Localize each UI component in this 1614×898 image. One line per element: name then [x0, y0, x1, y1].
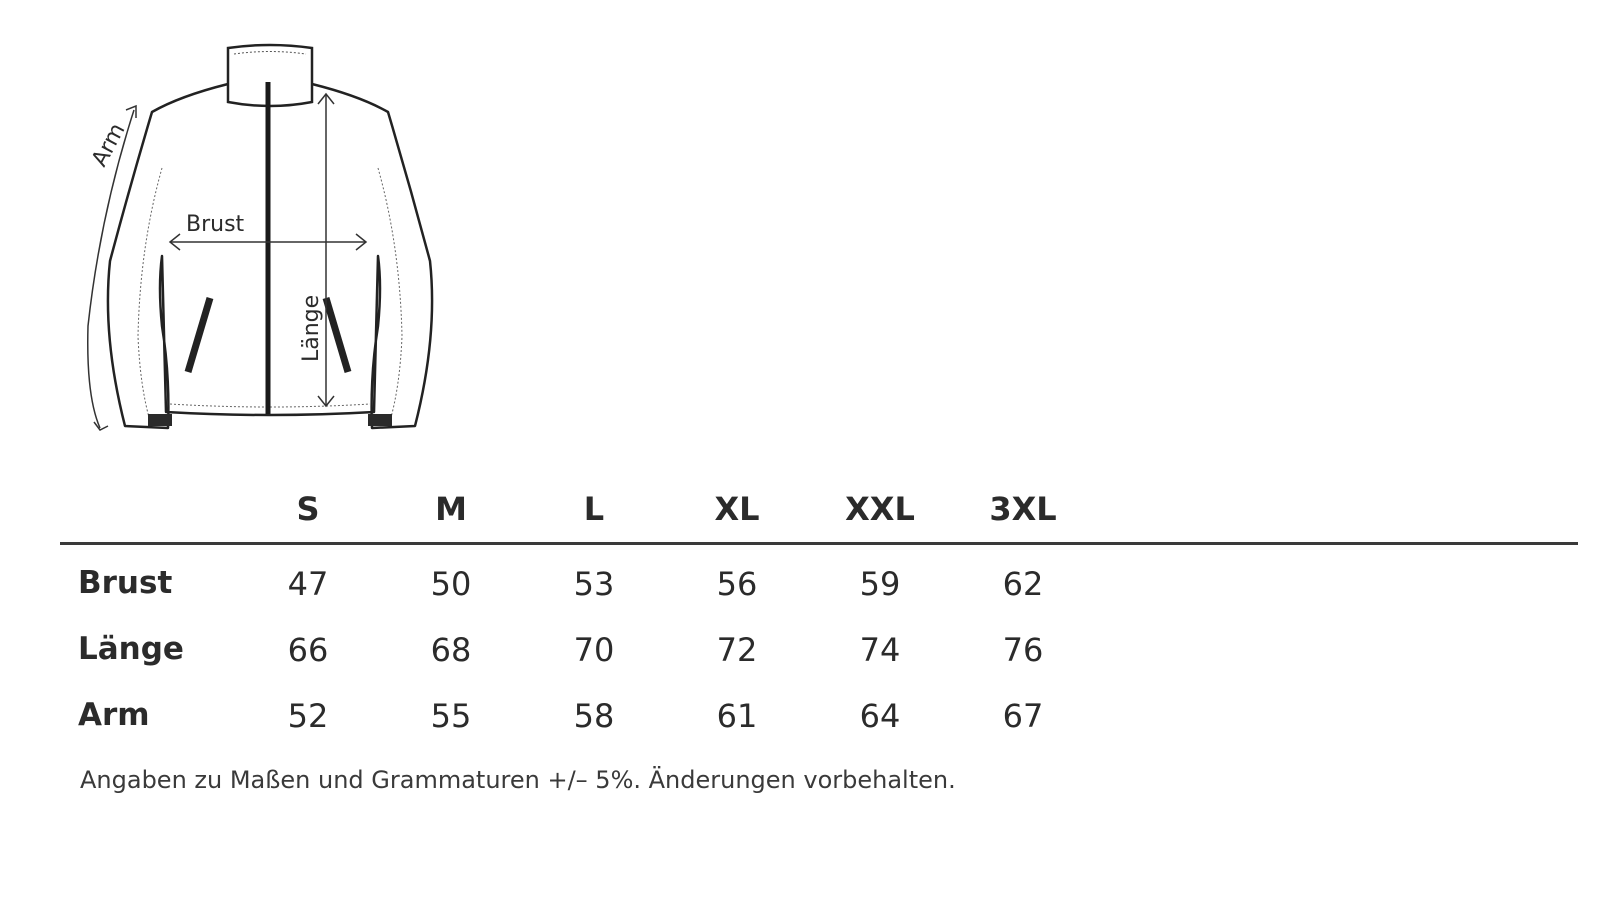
size-header-xl: XL [714, 490, 760, 528]
table-cell: 66 [287, 631, 329, 669]
row-label: Brust [78, 565, 173, 601]
table-cell: 62 [1002, 565, 1044, 603]
size-header-xxl: XXL [845, 490, 915, 528]
table-cell: 61 [716, 697, 758, 735]
length-diagram-label: Länge [299, 294, 324, 362]
table-cell: 68 [430, 631, 472, 669]
table-cell: 76 [1002, 631, 1044, 669]
jacket-illustration [70, 36, 470, 456]
table-cell: 72 [716, 631, 758, 669]
table-cell: 50 [430, 565, 472, 603]
table-cell: 64 [859, 697, 901, 735]
table-cell: 74 [859, 631, 901, 669]
size-header-l: L [583, 490, 605, 528]
jacket-measurement-diagram [70, 36, 470, 456]
row-label: Arm [78, 697, 150, 733]
size-header-s: S [296, 490, 320, 528]
size-table [60, 480, 1578, 749]
table-cell: 58 [573, 697, 615, 735]
table-row-length [60, 617, 1578, 683]
table-cell: 53 [573, 565, 615, 603]
table-cell: 47 [287, 565, 329, 603]
table-cell: 56 [716, 565, 758, 603]
table-divider [60, 542, 1578, 545]
row-label: Länge [78, 631, 184, 667]
table-row-chest [60, 551, 1578, 617]
table-cell: 52 [287, 697, 329, 735]
size-header-m: M [435, 490, 467, 528]
footnote: Angaben zu Maßen und Grammaturen +/– 5%. Änderungen vorbehalten. [80, 766, 956, 794]
size-header-row [60, 480, 1578, 542]
table-cell: 55 [430, 697, 472, 735]
table-cell: 67 [1002, 697, 1044, 735]
chest-diagram-label: Brust [186, 212, 245, 237]
table-cell: 59 [859, 565, 901, 603]
table-cell: 70 [573, 631, 615, 669]
table-row-arm [60, 683, 1578, 749]
arm-diagram-label: Arm [87, 119, 131, 171]
size-header-3xl: 3XL [989, 490, 1057, 528]
